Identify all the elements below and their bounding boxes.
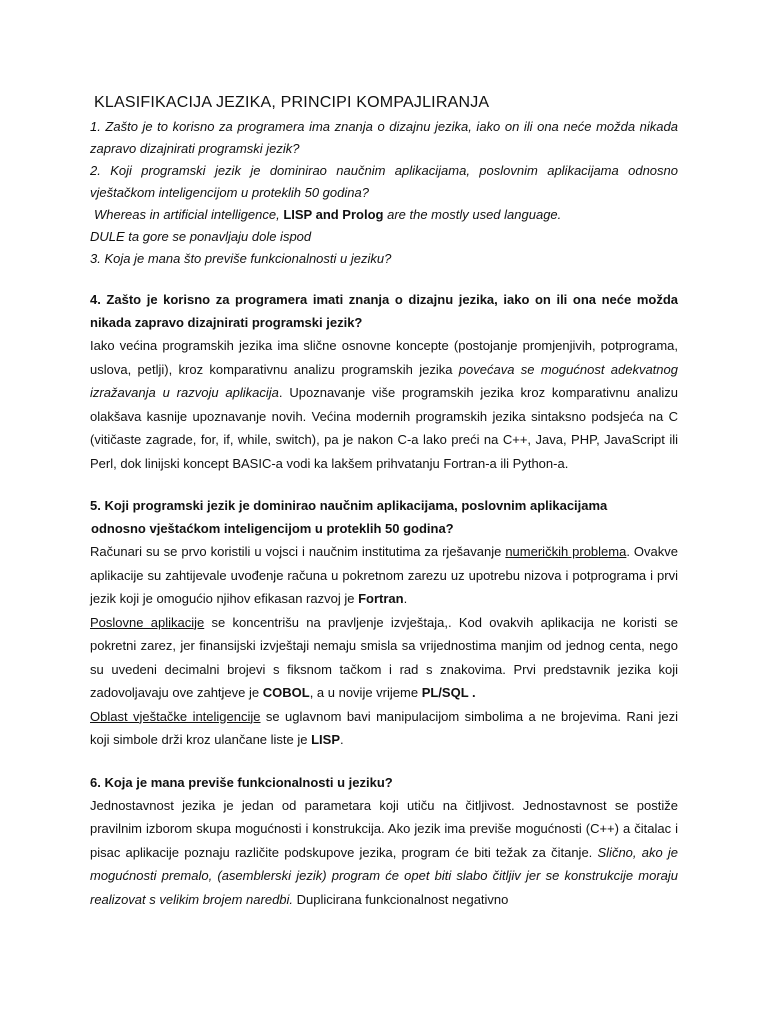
section-4-text-b: . Upoznavanje više programskih jezika kroz komparativnu analizu olakšava kasnije upoznavanje novih. Većina modernih programskih jezika sintaksno podsjeća na C (vitičaste zagrade, for, if, while, switch), pa je nakon C-a lako preći na C++, Java, PHP, JavaScript ili Perl, dok linijski koncept BASIC-a vodi ka lakšem prihvatanju Fortran-a ili Python-a. bbox=[90, 385, 678, 471]
section-6 bbox=[90, 771, 678, 912]
s5-p1-bold: Fortran bbox=[358, 591, 404, 606]
section-6-text-a: Jednostavnost jezika je jedan od parametara koji utiču na čitljivost. Jednostavnost se postiže pravilnim izborom skupa mogućnosti i konstrukcija. Ako jezik ima previše mogućnosti (C++) a čitalac i pisac aplikacije poznaju različite podskupove jezika, program će biti težak za čitanje. bbox=[90, 797, 678, 860]
s5-p3-text-a: se uglavnom bavi manipulacijom simbolima a ne brojevima. Rani jezi koji simbole drži kroz ulančane liste je bbox=[90, 708, 678, 747]
s5-p3-underlined: Oblast vještačke inteligencije bbox=[90, 708, 261, 724]
s5-p1-underlined: numeričkih problema bbox=[505, 544, 627, 559]
intro-note-post: are the mostly used language. bbox=[383, 207, 562, 222]
intro-question-1: 1. Zašto je to korisno za programera ima znanja o dizajnu jezika, iako on ili ona neće možda nikada zapravo dizajnirati programski jezik? bbox=[90, 119, 678, 156]
intro-note-pre: Whereas in artificial intelligence, bbox=[94, 207, 284, 222]
s5-p3-text-b: . bbox=[340, 732, 344, 747]
section-5-heading bbox=[90, 494, 678, 540]
document-content bbox=[90, 92, 678, 911]
spacer bbox=[90, 475, 678, 494]
section-4-paragraph bbox=[90, 334, 678, 475]
section-5-paragraph-3 bbox=[90, 705, 678, 752]
intro-questions bbox=[90, 116, 678, 270]
s5-p2-bold-2: PL/SQL . bbox=[421, 685, 476, 700]
section-4 bbox=[90, 288, 678, 475]
section-5-paragraph-1 bbox=[90, 540, 678, 611]
s5-p2-underlined: Poslovne aplikacije bbox=[90, 614, 205, 630]
section-6-paragraph bbox=[90, 794, 678, 912]
s5-p1-text-b: . Ovakve aplikacije su zahtijevale uvođenje računa u pokretnom zarezu uz upotrebu nizova i potprograma i prvi jezik koji je omogućio njihov efikasan razvoj je bbox=[90, 544, 678, 606]
section-4-italic: povećava se mogućnost adekvatnog izražavanja u razvoju aplikacija bbox=[90, 361, 678, 400]
intro-dule: DULE ta gore se ponavljaju dole ispod bbox=[90, 229, 312, 244]
section-5-heading-line-1: 5. Koji programski jezik je dominirao naučnim aplikacijama, poslovnim aplikacijama bbox=[90, 498, 608, 513]
section-5-paragraph-2 bbox=[90, 611, 678, 705]
intro-note bbox=[90, 204, 678, 226]
s5-p1-text-a: Računari su se prvo koristili u vojsci i naučnim institutima za rješavanje bbox=[90, 544, 506, 559]
intro-question-2: 2. Koji programski jezik je dominirao naučnim aplikacijama, poslovnim aplikacijama odnosno vještačkom inteligencijom u proteklih 50 godina? bbox=[90, 163, 678, 200]
section-6-heading: 6. Koja je mana previše funkcionalnosti u jeziku? bbox=[90, 774, 393, 790]
intro-question-3: 3. Koja je mana što previše funkcionalnosti u jeziku? bbox=[90, 251, 392, 266]
s5-p3-bold: LISP bbox=[311, 732, 341, 747]
section-4-text-a: Iako većina programskih jezika ima slične osnovne koncepte (postojanje promjenjivih, potprograma, uslova, petlji), kroz komparativnu analizu programskih jezika bbox=[90, 338, 678, 377]
intro-note-bold: LISP and Prolog bbox=[283, 207, 384, 222]
section-6-italic: Slično, ako je mogućnosti premalo, (asemblerski jezik) program će opet biti slabo čitljiv jer se konstrukcije moraju realizovat s velikim brojem naredbi. bbox=[90, 844, 678, 907]
section-6-text-b: Duplicirana funkcionalnost negativno bbox=[293, 891, 509, 907]
s5-p2-bold-1: COBOL bbox=[262, 685, 310, 700]
s5-p1-text-c: . bbox=[403, 591, 408, 606]
section-5 bbox=[90, 494, 678, 752]
s5-p2-text-b: , a u novije vrijeme bbox=[309, 685, 422, 700]
section-4-heading: 4. Zašto je korisno za programera imati znanja o dizajnu jezika, iako on ili ona neće možda nikada zapravo dizajnirati programski jezik? bbox=[90, 292, 678, 330]
s5-p2-text-a: se koncentrišu na pravljenje izvještaja,. Kod ovakvih aplikacija ne koristi se pokretni zarez, jer finansijski izvještaji nemaju smisla sa vrijednostima manjim od jednog centa, nego su uvedeni decimalni brojevi s fiksnom tačkom i rad s znakovima. Prvi predstavnik jezika koji zadovoljavaju ove zahtjeve je bbox=[90, 614, 678, 700]
section-5-heading-line-2: odnosno vještaćkom inteligencijom u proteklih 50 godina? bbox=[91, 521, 454, 536]
spacer bbox=[90, 752, 678, 771]
page-title: KLASIFIKACIJA JEZIKA, PRINCIPI KOMPAJLIRANJA bbox=[94, 94, 490, 111]
